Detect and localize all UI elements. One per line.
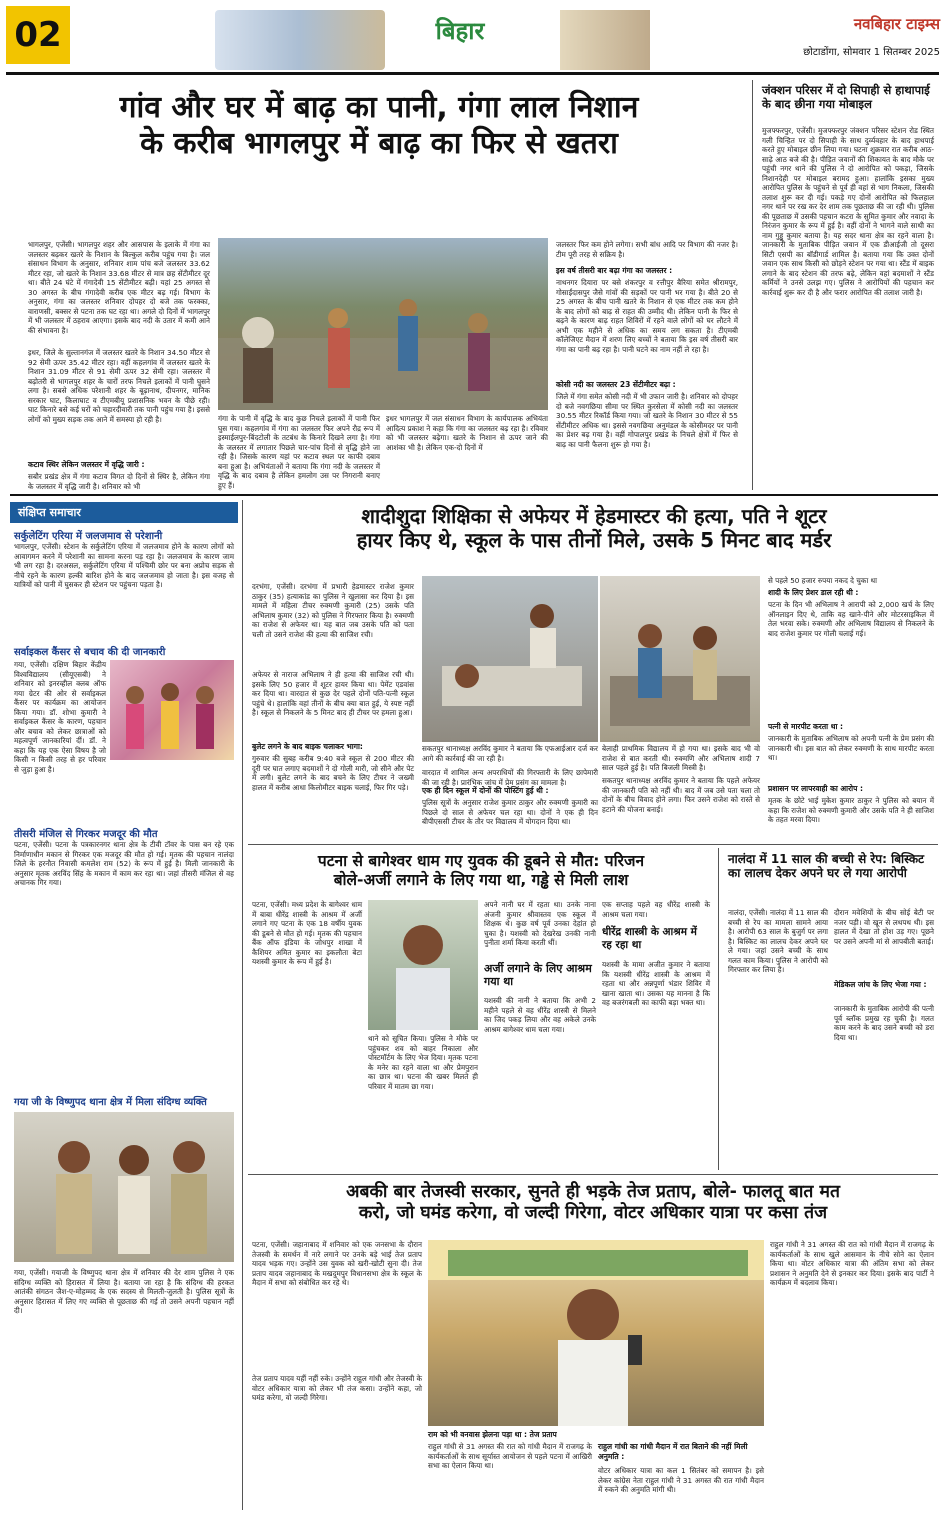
page-number: 02 (6, 6, 70, 64)
victim-photo (422, 576, 598, 742)
murder-headline (254, 504, 934, 552)
murder-col3-text: बेलाही प्राथमिक विद्यालय में हो गया था। इसके बाद भी वो राजेश से बात करती थी। रुक्मणि और अभिलाष शादी 7 साल पहले हुई है। पति बिजली मिस्त्री है। (602, 744, 760, 772)
bageshwar-headline (252, 852, 710, 889)
murder-col4-subhead2: पत्नी से मारपीट करता था : (768, 722, 844, 731)
tejpratap-headline (252, 1182, 934, 1224)
flood-col4-subhead1: इस वर्ष तीसरी बार बढ़ा गंगा का जलस्तर : (556, 266, 673, 275)
tejpratap-photo-illustration (428, 1240, 764, 1426)
brief-news-column (10, 500, 238, 1510)
murder-col4-text: से पहले 50 हजार रुपया नकद दे चुका था (768, 576, 877, 585)
mobile-snatching-body: मुजफ्फरपुर, एजेंसी। मुजफ्फरपुर जंक्शन परिसर स्टेशन रोड स्थित गली चिन्हित पर दो सिपाही के साथ दुर्व्यवहार के बाद हाथपाई करते हुए मोबाइल छीन लिया गया। घटना शुक्रवार रात करीब आठ-साढ़े आठ बजे की है। पीड़ित जवानों की शिकायत के बाद मौके पर पहुंची नगर थाने की पुलिस ने दो आरोपित को पकड़ा, जिसके निशानदेही पर मोबाइल बरामद हुआ। हालांकि इसका मुख्य आरोपित पुलिस के पहुंचने से पूर्व ही वहां से भाग निकला, जिसकी तलाश शुरू कर दी गई। पकड़े गए दोनों आरोपित को फिलहाल नगर थाने पर रख कर देर शाम तक पूछताछ की जा रही थी। पुलिस की पूछताछ में उसकी पहचान कटरा के सुमित कुमार और नवादा के निरंजन कुमार के रूप में हुई है। वहीं दोनों ने भागने वाले साथी का नाम गुड्डू कुमार बताया है। यह सदर थाना क्षेत्र का रहने वाला है। जानकारी के मुताबिक पीड़ित जवान में एक डीआईजी तो दूसरा सिटी एसपी का बॉडीगार्ड शामिल है। बताया गया कि उक्त दोनों जवान एक साथ किसी को छोड़ने स्टेशन पर गया था। स्टैंड में बाइक लगाने के बाद स्टेशन की तरफ बढ़े, लेकिन वहां बदमाशों ने स्टैंड कर्मियों ने उनसे उलझ गए। पुलिस ने आरोपियों की पहचान कर कार्रवाई शुरू कर दी है और फरार आरोपित की तलाश जारी है। (762, 126, 934, 297)
scene-photo-illustration (600, 576, 760, 742)
mobile-snatching-story (758, 80, 938, 490)
brief-item-body: गया, एजेंसी। गयाजी के विष्णुपद थाना क्षेत्र में शनिवार की देर शाम पुलिस ने एक संदिग्ध व्यक्ति को हिरासत में लिया है। बताया जा रहा है कि संदिग्ध की हरकत आतंकी संगठन जैश-ए-मोहम्मद के एक सदस्य से मिलती-जुलती है। पुलिस सूत्रों के अनुसार हिरासत में लिए गए व्यक्ति से पूछताछ की गई तो उसने अपनी पहचान नहीं दी। (14, 1268, 234, 1315)
brief-item-body: भागलपुर, एजेंसी। स्टेशन के सर्कुलेटिंग एरिया में जलजमाव होने के कारण लोगों को आवागमन करने में परेशानी का सामना करना पड़ रहा है। जलजमाव के कारण जाम भी लग रहा है। दरअसल, सर्कुलेटिंग एरिया में पश्चिमी छोर पर बना अप्रोच सड़क से नीचे रहने के कारण हल्की बारिश होने के बाद जलजमाव हो जाता है। इस वजह से यात्रियों को पानी में घुसकर ही स्टेशन पर पहुंचना पड़ता है। (14, 542, 234, 589)
brief-item-body: पटना, एजेंसी। पटना के पत्रकारनगर थाना क्षेत्र के टीवी टॉवर के पास बन रहे एक निर्माणाधीन मकान से गिरकर एक मजदूर की मौत हो गई। मृतक की पहचान नालंदा जिले के हरनौत निवासी कमलेश राम (52) के रूप में हुई है। मिली जानकारी के अनुसार मृतक अरविंद सिंह के मकान में काम कर रहा था। जहां तीसरी मंजिल से वह अचानक गिर गया। (14, 840, 234, 887)
murder-col2-text: वारदात में शामिल अन्य अपराधियों की गिरफ्तारी के लिए छापेमारी की जा रही है। प्रारंभिक जांच में प्रेम प्रसंग का मामला है। (422, 768, 598, 787)
nalanda-headline: नालंदा में 11 साल की बच्ची से रेप: बिस्किट का लालच देकर अपने घर ले गया आरोपी (728, 852, 925, 881)
bageshwar-col4-subhead: धीरेंद्र शास्त्री के आश्रम में रह रहा था (602, 926, 697, 951)
murder-story (248, 500, 938, 840)
victim-portrait-photo (368, 900, 478, 1030)
murder-col4d-text: मृतक के छोटे भाई मुकेश कुमार ठाकुर ने पुलिस को बयान में कहा कि राजेश को रुक्मणी कुमारी और उसके पति ने ही साजिश के तहत मरवा दिया। (768, 796, 934, 824)
tejpratap-headline-line2: करो, जो घमंड करेगा, वो जल्दी गिरेगा, वोटर अधिकार यात्रा पर कसा तंज (358, 1203, 828, 1223)
flood-col4c-text: जिले में गंगा समेत कोसी नदी में भी उफान जारी है। शनिवार को दोपहर दो बजे नवगछिया सीमा पर स्थित कुरसेला में कोसी नदी का जलस्तर 30.55 मीटर रिकॉर्ड किया गया। जो खतरे के निशान 30 मीटर से 55 सेंटीमीटर अधिक था। इससे नवगछिया अनुमंडल के कोसीमदर पर पानी का प्रेशर बढ़ गया है। वहीं गोपालपुर प्रखंड के निचले क्षेत्रों में फिर से बाढ़ का पानी फैलना शुरू हो गया है। (556, 392, 738, 449)
section-title: बिहार (435, 17, 485, 45)
brief-item-title: तीसरी मंजिल से गिरकर मजदूर की मौत (14, 829, 158, 840)
brief-item-body: गया, एजेंसी। दक्षिण बिहार केंद्रीय विश्वविद्यालय (सीयूएसबी) ने शनिवार को इनरव्हील क्लब ऑफ गया ग्रेटर की ओर से सर्वाइकल कैंसर पर कार्यक्रम का आयोजन किया गया। डॉ. शोभा कुमारी ने सर्वाइकल कैंसर के कारण, पहचान और बचाव को लेकर छात्राओं को महत्वपूर्ण जानकारियां दीं। डॉ. ने कहा कि यह एक ऐसा विषय है जो किसी न किसी तरह से हर परिवार से जुड़ा हुआ है। (14, 660, 106, 774)
murder-col4-subhead3: प्रशासन पर लापरवाही का आरोप : (768, 784, 863, 793)
brief-item-title: सर्वाइकल कैंसर से बचाव की दी जानकारी (14, 647, 166, 658)
brief-item-title: सर्कुलेटिंग एरिया में जलजमाव से परेशानी (14, 531, 163, 542)
bageshwar-col4b-text: यशस्वी के मामा अजीत कुमार ने बताया कि यशस्वी धीरेंद्र शास्त्री के आश्रम में रहता था और अन्नपूर्णा भंडार शिविर में खाना खाता था। उसका यह मानना है कि वह बजरंगबली का काफी बड़ा भक्त था। (602, 960, 710, 1007)
nalanda-col1-text: नालंदा, एजेंसी। नालंदा में 11 साल की बच्ची से रेप का मामला सामने आया है। आरोपी 63 साल के बुजुर्ग पर लगा है। बिस्किट का लालच देकर अपने घर ले गया। जहां उसने बच्ची के साथ गलत काम किया। पुलिस ने आरोपी को गिरफ्तार कर लिया है। (728, 908, 828, 974)
flood-photo (218, 238, 548, 410)
victim-photo-illustration (422, 576, 598, 742)
murder-col2-subhead: एक ही दिन स्कूल में दोनों की पोस्टिंग हुई थी : (422, 786, 549, 795)
murder-col1c-text: गुरुवार की सुबह करीब 9:40 बजे स्कूल से 200 मीटर की दूरी पर घात लगाए बदमाशों ने दो गोली मारी, जो सीने और पेट में लगी। बुलेट लगने के बाद बचने के लिए टीचर ने जख्मी हालत में करीब आधा किलोमीटर बाइक चलाई, फिर गिर पड़े। (252, 754, 414, 792)
murder-col1b-text: अफेयर से नाराज अभिलाष ने ही हत्या की साजिश रची थी। इसके लिए 50 हजार में शूटर हायर किया था। पेमेंट एडवांस कर दिया था। वारदात से कुछ देर पहले दोनों पति-पत्नी स्कूल पहुंचे थे। हालांकि वहां तीनों के बीच क्या बात हुई, ये स्पष्ट नहीं है। स्कूल से निकलने के 5 मिनट बाद ही टीचर पर हमला हुआ। (252, 670, 414, 717)
murder-col3b-text: सकतपुर थानाध्यक्ष अरविंद कुमार ने बताया कि पहले अफेयर की जानकारी पति को नहीं थी। बाद में जब उसे पता चला तो दोनों के बीच विवाद होने लगा। फिर उसने राजेश को रास्ते से हटाने की योजना बनाई। (602, 776, 760, 814)
tejpratap-col1-text: पटना, एजेंसी। जहानाबाद में शनिवार को एक जनसभा के दौरान तेजस्वी के समर्थन में नारे लगाने पर उनके बड़े भाई तेज प्रताप यादव भड़क गए। उन्होंने उस युवक को खरी-खोटी सुना दी। तेज प्रताप यादव जहानाबाद के मखदुमपुर विधानसभा क्षेत्र के स्कूल के मैदान में सभा को संबोधित कर रहे थे। (252, 1240, 422, 1287)
flood-col1b-text: इधर, जिले के सुल्तानगंज में जलस्तर खतरे के निशान 34.50 मीटर से 92 सेमी ऊपर 35.42 मीटर रहा। वहीं कहलगांव में जलस्तर खतरे के निशान 31.09 मीटर से 91 सेमी ऊपर 32 सेमी रहा। जलस्तर में बढ़ोतरी से भागलपुर शहर के चारों तरफ निचले इलाकों में पानी घुसने लगा है। सबसे अधिक परेशानी शहर के बूढ़ानाथ, दीपनगर, मानिक सरकार घाट, किलाघाट व टीएमबीयू प्रशासनिक भवन के पीछे रही। घाट किनारे बसे कई घरों को चहारदीवारी तक पानी पहुंच गया है। इससे लोगों को मुख्य सड़क तक आने में समस्या हो रही है। (28, 348, 210, 424)
bageshwar-headline-line1: पटना से बागेश्वर धाम गए युवक की डूबने से मौत: परिजन (317, 852, 645, 870)
flood-col1-subhead: कटाव स्थिर लेकिन जलस्तर में वृद्धि जारी : (28, 460, 145, 469)
flood-col3b-text: इधर भागलपुर में जल संसाधन विभाग के कार्यपालक अभियंता आदित्य प्रकाश ने कहा कि गंगा का जलस्तर बढ़ रहा है। रविवार को भी जलस्तर बढ़ेगा। खतरे के निशान से ऊपर जाने की आशंका भी है। लेकिन एक-दो दिनों में (386, 414, 548, 452)
tejpratap-story (248, 1178, 938, 1512)
murder-photo-caption: सकतपुर थानाध्यक्ष अरविंद कुमार ने बताया कि एफआईआर दर्ज कर आगे की कार्रवाई की जा रही है। (422, 744, 598, 763)
flood-story (10, 80, 748, 490)
flood-col4b-text: नाथनगर दियारा पर बसे शंकरपुर व रत्तीपुर बैरिया समेत श्रीरामपुर, गोसाईंदासपुर जैसे गांवों की सड़कों पर पानी भर गया है। बीते 20 से 25 अगस्त के बीच पानी खतरे के निशान से एक मीटर तक कम होने के बाद लोगों को बाढ़ से राहत की उम्मीद थी। लेकिन पानी के फिर से बढ़ने के कारण बाढ़ राहत शिविरों में रहने वाले लोगों को घर लौटने में अभी एक महीने से अधिक का समय लग सकता है। टीएमबी कॉलेजिएट मैदान में शरण लिए बच्चों ने बताया कि इस वर्ष तीसरी बार गंगा का पानी बढ़ रहा है। पानी घटने का नाम नहीं ले रहा है। (556, 278, 738, 354)
bageshwar-col3b-text: यशस्वी की नानी ने बताया कि अभी 2 महीने पहले से वह धीरेंद्र शास्त्री से मिलने का जिद पकड़ लिया और वह अकेले उनके आश्रम बागेश्वर धाम चला गया। (484, 996, 596, 1034)
brief-news-title: संक्षिप्त समाचार (10, 502, 238, 523)
mobile-snatching-headline: जंक्शन परिसर में दो सिपाही से हाथापाई के बाद छीना गया मोबाइल (762, 83, 930, 111)
tejpratap-col3-text: राहुल गांधी से 31 अगस्त की रात को गांधी मैदान में राजगढ़ के कार्यकर्ताओं के साथ सूर्यास्त आयोजन से पहले पटना में आखिरी सभा का ऐलान किया था। (428, 1442, 592, 1470)
murder-headline-line1: शादीशुदा शिक्षिका से अफेयर में हेडमास्टर की हत्या, पति ने शूटर (361, 504, 827, 528)
bageshwar-col3-subhead: अर्जी लगाने के लिए आश्रम गया था (484, 962, 592, 989)
suspect-photo-illustration (14, 1112, 234, 1262)
nalanda-col2-text: दौरान मवेशियों के बीच सोई बेटी पर नजर पड़ी। वो खून से लथपथ थी। इस हालत में देखा तो होश उड़ गए। पूछने पर उसने अपनी मां से आपबीती बताई। (834, 908, 934, 946)
brief-item-title: गया जी के विष्णुपद थाना क्षेत्र में मिला संदिग्ध व्यक्ति (14, 1097, 207, 1108)
nalanda-story (724, 848, 938, 1170)
section-divider (248, 844, 938, 845)
masthead-statue-image (560, 10, 650, 70)
flood-col4-subhead2: कोसी नदी का जलस्तर 23 सेंटीमीटर बढ़ा : (556, 380, 676, 389)
tejpratap-photo-caption: राम को भी वनवास झेलना पड़ा था : तेज प्रताप (428, 1430, 557, 1439)
suspect-photo (14, 1112, 234, 1262)
bageshwar-story (248, 848, 714, 1170)
tejpratap-col4-text: राहुल गांधी ने 31 अगस्त की रात को गांधी मैदान में राजगढ़ के कार्यकर्ताओं के साथ खुले आसमान के नीचे सोने का ऐलान किया था। वोटर अधिकार यात्रा की अंतिम सभा को लेकर प्रशासन ने अनुमति देने से इनकार कर दिया। इसके बाद पार्टी ने कार्यक्रम में बदलाव किया। (770, 1240, 934, 1287)
tejpratap-col3-subhead: राहुल गांधी का गांधी मैदान में रात बिताने की नहीं मिली अनुमति : (598, 1442, 748, 1461)
nalanda-col2-subhead: मेडिकल जांच के लिए भेजा गया : (834, 980, 927, 989)
tejpratap-col2-text: तेज प्रताप यादव यहीं नहीं रुके। उन्होंने राहुल गांधी और तेजस्वी के वोटर अधिकार यात्रा को लेकर भी तंज कसा। उन्होंने कहा, जो घमंड करेगा, वो जल्दी गिरेगा। (252, 1374, 422, 1402)
flood-col2-text: गंगा के पानी में वृद्धि के बाद कुछ निचले इलाकों में पानी फिर घुस गया। कहलगांव में गंगा का जलस्तर फिर अपने रौद्र रूप में इस्माईलपुर-बिंदटोली के तटबंध के किनारे दिखने लगा है। गंगा के जलस्तर में लगातार पिछले चार-पांच दिनों से वृद्धि होने जा रही है। जिसके कारण यहां पर कटाव स्थल पर काफी दबाव बना हुआ है। अभियंताओं ने बताया कि गंगा नदी के जलस्तर में वृद्धि के बाद दबाव है लेकिन हमलोग उस पर निगरानी बनाए हुए हैं। (218, 414, 380, 490)
murder-col4b-text: पटना के दिन भी अभिलाष ने आरापी को 2,000 खर्च के लिए ऑनलाइन दिए थे, ताकि वह खाने-पीने और मोटरसाइकिल में तेल भरवा सके। रुक्मणी और अभिलाष विद्यालय से निकलने के बाद राजेश कुमार पर गोली चलाई गई। (768, 600, 934, 638)
flood-photo-illustration (218, 238, 548, 410)
nalanda-col2b-text: जानकारी के मुताबिक आरोपी की पत्नी पूर्व ब्लॉक प्रमुख रह चुकी है। गलत काम करने के बाद उसने बच्ची को डरा दिया था। (834, 1004, 934, 1042)
cancer-awareness-photo (110, 660, 234, 760)
column-divider (242, 500, 243, 1510)
bageshwar-headline-line2: बोले-अर्जी लगाने के लिए गया था, गड्ढे से मिली लाश (333, 870, 629, 889)
flood-col1c-text: सबौर प्रखंड क्षेत्र में गंगा कटाव विगत दो दिनों से स्थिर है, लेकिन गंगा के जलस्तर में वृद्धि जारी है। शनिवार को भी (28, 472, 210, 491)
scene-photo (600, 576, 760, 742)
flood-col1-text: भागलपुर, एजेंसी। भागलपुर शहर और आसपास के इलाके में गंगा का जलस्तर बढ़कर खतरे के निशान के बिल्कुल करीब पहुंच गया है। जल संसाधन विभाग के अनुसार, शनिवार शाम पांच बजे जलस्तर 33.62 मीटर रहा, जो खतरे के निशान 33.68 मीटर से मात्र छह सेंटीमीटर दूर था। बीते 24 घंटे में गंगादेवी 15 सेंटीमीटर बढ़ी। यहां 25 अगस्त से 30 अगस्त के बीच गंगादेवी करीब एक मीटर बढ़ गई। विभाग के अनुसार, गंगा का जलस्तर शनिवार दोपहर दो बजे तक फरक्का, वाराणसी, बक्सर से पटना तक घट रहा था। अगले दो दिनों में भागलपुर में भी जलस्तर में ठहराव आएगा। इसके बाद नदी के उतार में कमी आने की संभावना है। (28, 240, 210, 335)
section-divider (10, 494, 938, 496)
dateline: छोटाडोंगा, सोमवार 1 सितम्बर 2025 (803, 47, 940, 58)
bageshwar-col2-text: थाने को सूचित किया। पुलिस ने मौके पर पहुंचकर शव को बाहर निकाला और पोस्टमॉर्टम के लिए भेज दिया। मृतक पटना के मनेर का रहने वाला था और प्रेमपुरान का छात्र था। घटना की खबर मिलते ही परिवार में मातम छा गया। (368, 1034, 478, 1091)
bageshwar-col1-text: पटना, एजेंसी। मध्य प्रदेश के बागेश्वर धाम में बाबा धीरेंद्र शास्त्री के आश्रम में अर्जी लगाने गए पटना के एक 18 वर्षीय युवक की डूबने से मौत हो गई। मृतक की पहचान बैंक ऑफ इंडिया के जोधपुर शाखा में कैशियर अमित कुमार का इकलौता बेटा यशस्वी कुमार के रूप में हुई है। (252, 900, 362, 966)
flood-headline-line2: के करीब भागलपुर में बाढ़ का फिर से खतरा (140, 126, 618, 161)
column-divider (718, 848, 719, 1170)
tejpratap-photo (428, 1240, 764, 1426)
flood-headline-line1: गांव और घर में बाढ़ का पानी, गंगा लाल निशान (119, 90, 639, 125)
tejpratap-col3b-text: वोटर अधिकार यात्रा का कल 1 सितंबर को समापन है। इसे लेकर कांग्रेस नेता राहुल गांधी ने 31 अगस्त की रात गांधी मैदान में रुकने की अनुमति मांगी थी। (598, 1466, 764, 1494)
cancer-awareness-illustration (110, 660, 234, 760)
murder-col4c-text: जानकारी के मुताबिक अभिलाष को अपनी पत्नी के प्रेम प्रसंग की जानकारी थी। इस बात को लेकर रुक्मणी के साथ मारपीट करता था। (768, 734, 935, 762)
flood-headline (22, 90, 736, 162)
murder-headline-line2: हायर किए थे, स्कूल के पास तीनों मिले, उसके 5 मिनट बाद मर्डर (356, 528, 832, 552)
newspaper-brand: नवबिहार टाइम्स (853, 15, 940, 33)
flood-col4-text: जलस्तर फिर कम होने लगेगा। सभी बांध आदि पर विभाग की नजर है। टीम पूरी तरह से सक्रिय है। (556, 240, 738, 259)
murder-col1-text: दरभंगा, एजेंसी। दरभंगा में प्रभारी हेडमास्टर राजेश कुमार ठाकुर (35) हत्याकांड का पुलिस ने खुलासा कर दिया है। इस मामले में महिला टीचर रुक्मणी कुमारी (25) उसके पति अभिलाष कुमार (32) को पुलिस ने गिरफ्तार किया है। रुक्मणी का राजेश से अफेयर था। यह बात जब उसके पति को पता चली तो उसने राजेश की हत्या की साजिश रची। (252, 582, 414, 639)
bageshwar-col4-text: एक सप्ताह पहले वह धीरेंद्र शास्त्री के आश्रम चला गया। (602, 900, 710, 919)
murder-col4-subhead1: शादी के लिए प्रेशर डाल रही थी : (768, 588, 859, 597)
section-divider (248, 1174, 938, 1175)
victim-portrait-illustration (368, 900, 478, 1030)
column-divider (752, 80, 753, 490)
murder-col2b-text: पुलिस सूत्रों के अनुसार राजेश कुमार ठाकुर और रुक्मणी कुमारी का पिछले दो साल से अफेयर चल रहा था। दोनों ने एक ही दिन बीपीएससी टीचर के तौर पर विद्यालय में योगदान दिया था। (422, 798, 598, 826)
murder-col1-subhead: बुलेट लगने के बाद बाइक चलाकर भागा: (252, 742, 363, 751)
tejpratap-headline-line1: अबकी बार तेजस्वी सरकार, सुनते ही भड़के तेज प्रताप, बोले- फालतू बात मत (346, 1182, 840, 1202)
bageshwar-col3-text: अपने नानी घर में रहता था। उनके नाना अंजनी कुमार श्रीवास्तव एक स्कूल में शिक्षक थे। कुछ वर्ष पूर्व उनका देहांत हो चुका है। यशस्वी को देखरेख उनकी नानी पुनीता शर्मा किया करती थीं। (484, 900, 596, 947)
masthead-rule (6, 72, 939, 75)
